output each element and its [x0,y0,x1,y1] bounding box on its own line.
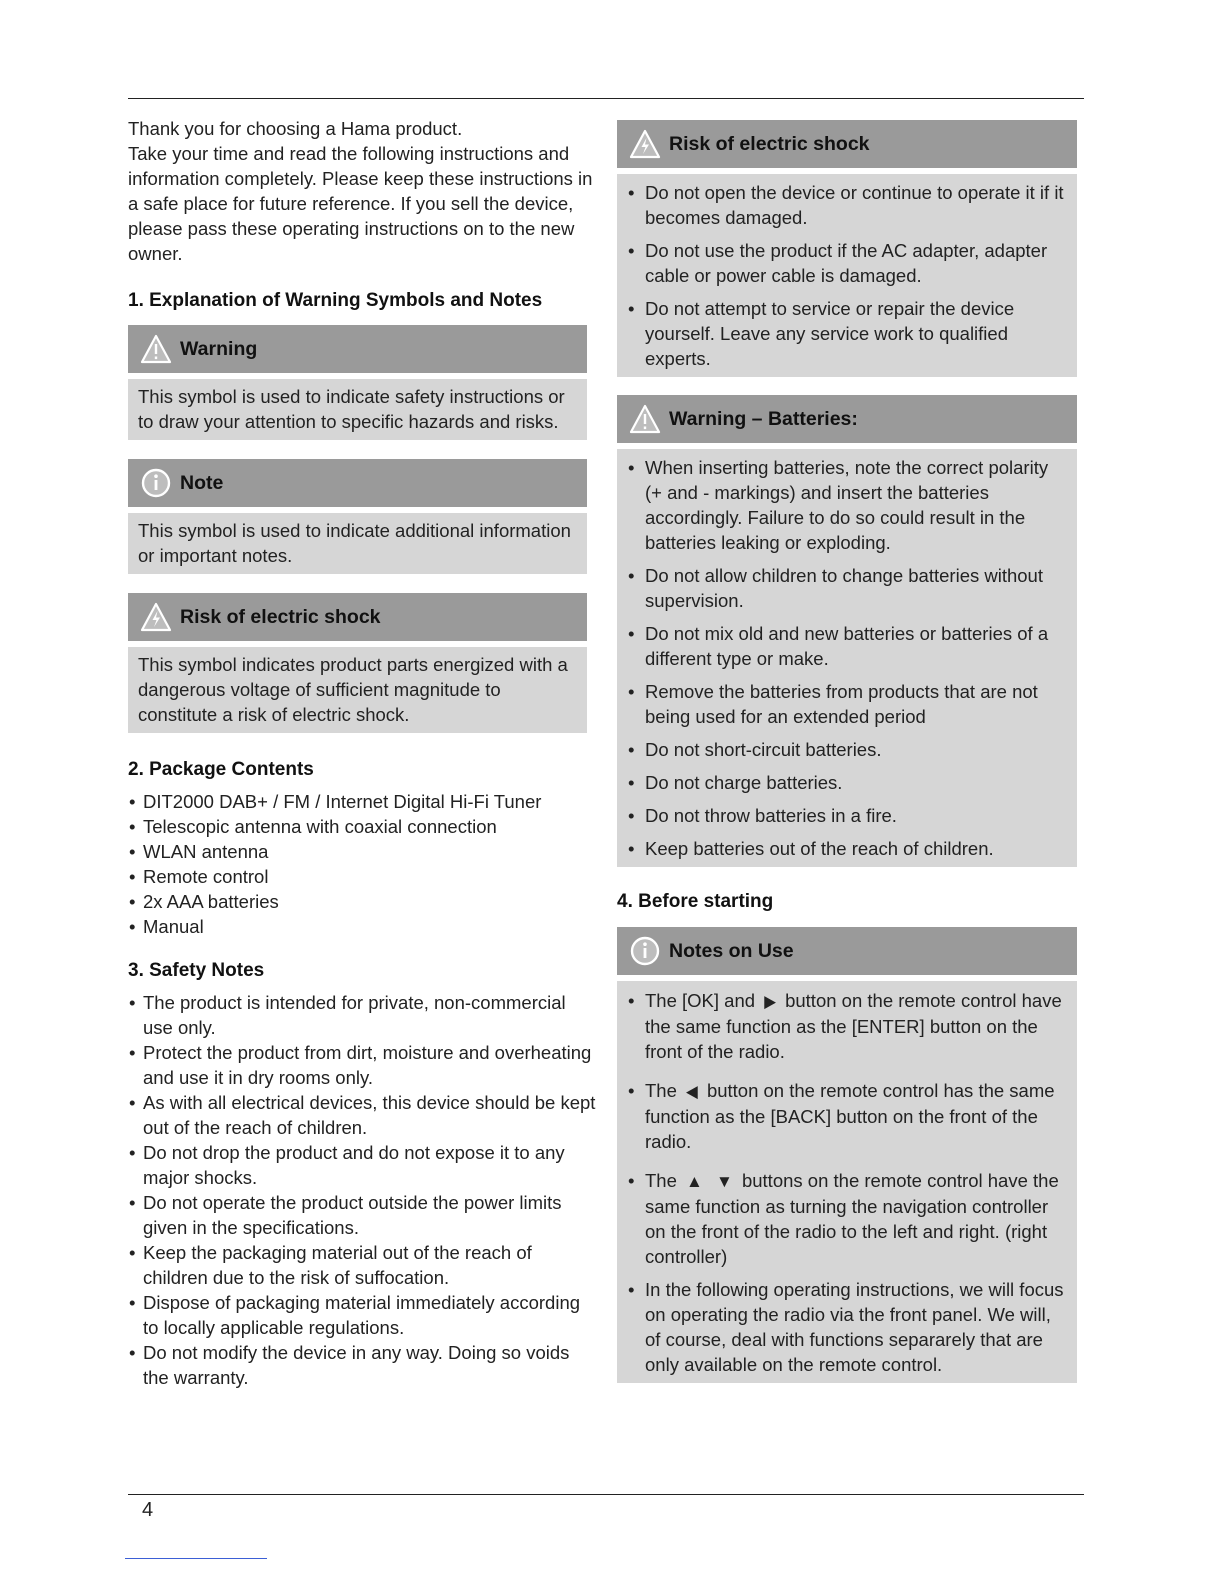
list-item: • Do not operate the product outside the power limits given in the specifications. [128,1190,598,1240]
play-right-icon: ▶ [764,992,776,1011]
warning-box-header [128,325,587,373]
note3-post: buttons on the remote control have the same function as turning the navigation controller on the front of the radio to the left and right. (right controller) [645,1170,1059,1267]
note-box-title: Note [180,471,224,494]
notes-on-use-list [627,988,1067,1377]
section3-heading: 3. Safety Notes [128,960,265,981]
battery-warning-box [617,395,1077,867]
battery-warning-box-header [617,395,1077,443]
section4-heading: 4. Before starting [617,891,774,912]
intro-paragraph: Take your time and read the following instructions and information completely. Please keep these instructions in a safe place for future reference. If you sell the device, please pass these operating instructions on to the new owner. [128,143,593,264]
list-item [627,1168,1067,1269]
note2-post: button on the remote control has the same function as the [BACK] button on the front of the radio. [645,1080,1055,1152]
shock-symbol-box-title: Risk of electric shock [180,605,381,628]
list-item: • Do not open the device or continue to operate it if it becomes damaged. [627,180,1067,230]
package-contents-list [128,789,598,939]
section1-heading: 1. Explanation of Warning Symbols and Notes [128,290,543,311]
note3-pre: The [645,1170,677,1191]
note-box-text: This symbol is used to indicate additional information or important notes. [128,513,587,574]
page-number: 4 [142,1499,154,1521]
notes-on-use-box [617,927,1077,1383]
list-item: • Manual [128,914,598,939]
arrow-left-icon: ◀ [686,1082,698,1101]
note1-post: button on the remote control have the same function as the [ENTER] button on the front of the radio. [645,990,1062,1062]
list-item: • Do not charge batteries. [627,770,1067,795]
notes-on-use-box-body [617,981,1077,1383]
shock-symbol-box [128,593,587,733]
warning-box-title: Warning [180,337,258,360]
list-item [627,1078,1067,1154]
list-item: • Do not modify the device in any way. Doing so voids the warranty. [128,1340,598,1390]
list-item: • Do not short-circuit batteries. [627,737,1067,762]
top-rule [128,98,1084,99]
electric-shock-icon [629,128,661,160]
battery-warning-list [627,455,1067,861]
arrow-up-icon: ▲ [686,1172,703,1191]
shock-warning-box-title: Risk of electric shock [669,132,870,155]
list-item: • 2x AAA batteries [128,889,598,914]
list-item: • Keep the packaging material out of the reach of children due to the risk of suffocation. [128,1240,598,1290]
warning-triangle-icon [140,333,172,365]
link-underline [125,1558,267,1559]
note2-pre: The [645,1080,677,1101]
list-item: • Do not mix old and new batteries or batteries of a different type or make. [627,621,1067,671]
shock-warning-list [627,180,1067,371]
electric-shock-icon [140,601,172,633]
list-item: • DIT2000 DAB+ / FM / Internet Digital Hi-Fi Tuner [128,789,598,814]
battery-warning-box-title: Warning – Batteries: [669,407,858,430]
list-item: • When inserting batteries, note the correct polarity (+ and - markings) and insert the batteries accordingly. Failure to do so could result in the batteries leaking or exploding. [627,455,1067,555]
list-item: • Remote control [128,864,598,889]
warning-box [128,325,587,440]
bottom-rule [128,1494,1084,1495]
battery-warning-box-body [617,449,1077,867]
warning-box-text: This symbol is used to indicate safety instructions or to draw your attention to specific hazards and risks. [128,379,587,440]
note-box-header [128,459,587,507]
section2-heading: 2. Package Contents [128,759,314,780]
notes-on-use-box-title: Notes on Use [669,939,794,962]
right-column [617,120,1077,1383]
intro-line-1: Thank you for choosing a Hama product. [128,118,463,139]
shock-warning-box [617,120,1077,377]
list-item: • Do not throw batteries in a fire. [627,803,1067,828]
info-icon [629,935,661,967]
list-item: • Do not allow children to change batteries without supervision. [627,563,1067,613]
warning-triangle-icon [629,403,661,435]
list-item: • Do not drop the product and do not expose it to any major shocks. [128,1140,598,1190]
list-item: • Dispose of packaging material immediately according to locally applicable regulations. [128,1290,598,1340]
list-item: • In the following operating instructions, we will focus on operating the radio via the front panel. We will, of course, deal with functions separarely that are only available on the remote control. [627,1277,1067,1377]
safety-notes-list [128,990,598,1390]
list-item: • Keep batteries out of the reach of children. [627,836,1067,861]
list-item: • As with all electrical devices, this device should be kept out of the reach of children. [128,1090,598,1140]
info-icon [140,467,172,499]
list-item [627,988,1067,1064]
shock-symbol-box-header [128,593,587,641]
list-item: • Remove the batteries from products that are not being used for an extended period [627,679,1067,729]
shock-symbol-box-text: This symbol indicates product parts energized with a dangerous voltage of sufficient magnitude to constitute a risk of electric shock. [128,647,587,733]
notes-on-use-box-header [617,927,1077,975]
left-column [128,116,598,1390]
shock-warning-box-header [617,120,1077,168]
note1-pre: The [OK] and [645,990,756,1011]
arrow-down-icon: ▼ [716,1172,733,1191]
list-item: • Telescopic antenna with coaxial connection [128,814,598,839]
list-item: • WLAN antenna [128,839,598,864]
shock-warning-box-body [617,174,1077,377]
list-item: • The product is intended for private, non-commercial use only. [128,990,598,1040]
note-box [128,459,587,574]
list-item: • Do not use the product if the AC adapter, adapter cable or power cable is damaged. [627,238,1067,288]
list-item: • Protect the product from dirt, moisture and overheating and use it in dry rooms only. [128,1040,598,1090]
list-item: • Do not attempt to service or repair the device yourself. Leave any service work to qualified experts. [627,296,1067,371]
